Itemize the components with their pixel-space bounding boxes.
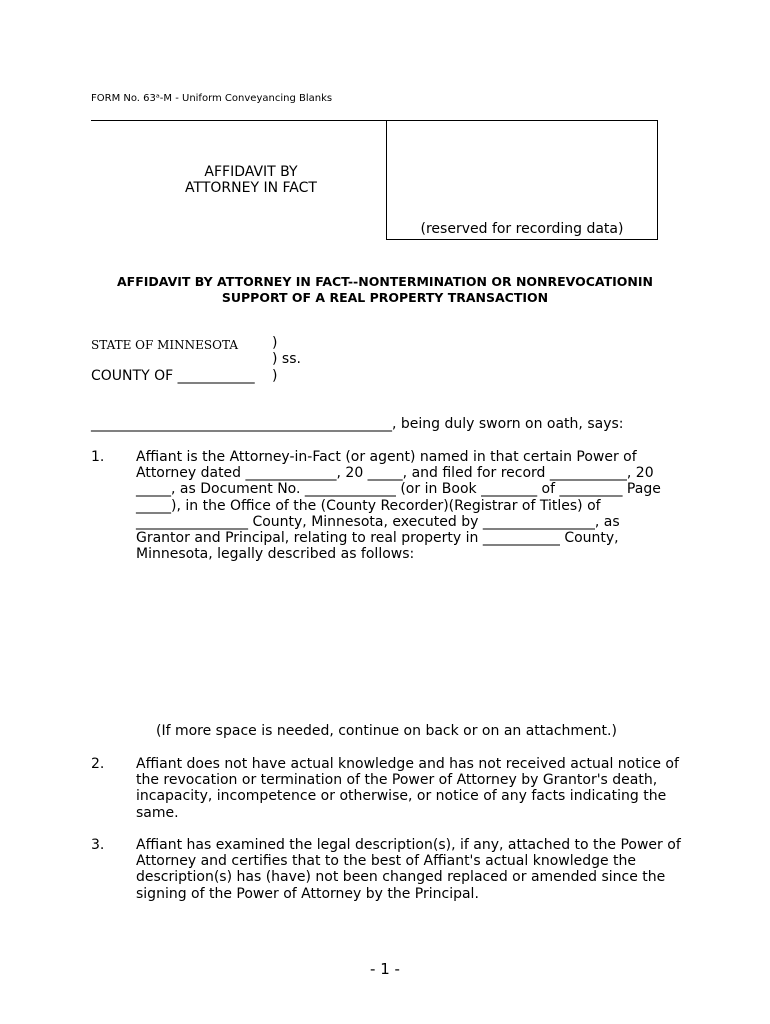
paragraph-text [136, 837, 691, 902]
paragraph-line: the revocation or termination of the Power of Attorney by Grantor's death, [136, 772, 658, 789]
paragraph-line: Grantor and Principal, relating to real property in ___________ County, [136, 530, 619, 547]
venue-ss: ) ss. [272, 351, 301, 367]
more-space-note: (If more space is needed, continue on back or on an attachment.) [156, 723, 617, 739]
paragraph-text [136, 756, 691, 821]
page-number: - 1 - [370, 960, 400, 978]
paragraph-line: Attorney dated _____________, 20 _____, and filed for record ___________, 20 [136, 465, 654, 482]
paragraph-line: _____), in the Office of the (County Recorder)(Registrar of Titles) of [136, 497, 601, 514]
paragraph-number: 1. [91, 449, 105, 465]
paragraph-line: Affiant has examined the legal description(s), if any, attached to the Power of [136, 837, 681, 853]
document-short-title [120, 164, 382, 196]
venue-state: STATE OF MINNESOTA [91, 338, 238, 352]
paragraph-line: ________________ County, Minnesota, executed by ________________, as [136, 513, 620, 530]
venue-paren-1: ) [272, 335, 278, 351]
paragraph-line: description(s) has (have) not been changed replaced or amended since the [136, 869, 666, 886]
paragraph-line: _____, as Document No. _____________ (or in Book ________ of _________ Page [136, 481, 661, 498]
header-rule [91, 120, 387, 121]
title-line-2: SUPPORT OF A REAL PROPERTY TRANSACTION [221, 290, 549, 305]
paragraph-line: Affiant does not have actual knowledge and has not received actual notice of [136, 756, 679, 772]
paragraph-1 [91, 449, 691, 562]
paragraph-3 [91, 837, 691, 902]
oath-line: ___________________________________________, being duly sworn on oath, says: [91, 416, 624, 432]
paragraph-line: incapacity, incompetence or otherwise, or notice of any facts indicating the [136, 788, 667, 805]
paragraph-line: signing of the Power of Attorney by the Principal. [136, 885, 479, 902]
paragraph-2 [91, 756, 691, 821]
document-title [80, 274, 690, 306]
paragraph-number: 2. [91, 756, 105, 772]
paragraph-text [136, 449, 691, 562]
paragraph-line: same. [136, 804, 179, 821]
paragraph-number: 3. [91, 837, 105, 853]
short-title-line-2: ATTORNEY IN FACT [185, 180, 317, 196]
paragraph-line: Attorney and certifies that to the best of Affiant's actual knowledge the [136, 853, 637, 870]
paragraph-line: Minnesota, legally described as follows: [136, 546, 415, 563]
paragraph-line: Affiant is the Attorney-in-Fact (or agent) named in that certain Power of [136, 449, 637, 465]
recording-data-label: (reserved for recording data) [420, 221, 624, 237]
title-line-1: AFFIDAVIT BY ATTORNEY IN FACT--NONTERMINATION OR NONREVOCATIONIN [117, 274, 653, 289]
venue-paren-3: ) [272, 368, 278, 384]
form-number: FORM No. 63ᵃ-M - Uniform Conveyancing Blanks [91, 93, 333, 104]
venue-county: COUNTY OF ___________ [91, 368, 255, 384]
short-title-line-1: AFFIDAVIT BY [204, 164, 298, 180]
